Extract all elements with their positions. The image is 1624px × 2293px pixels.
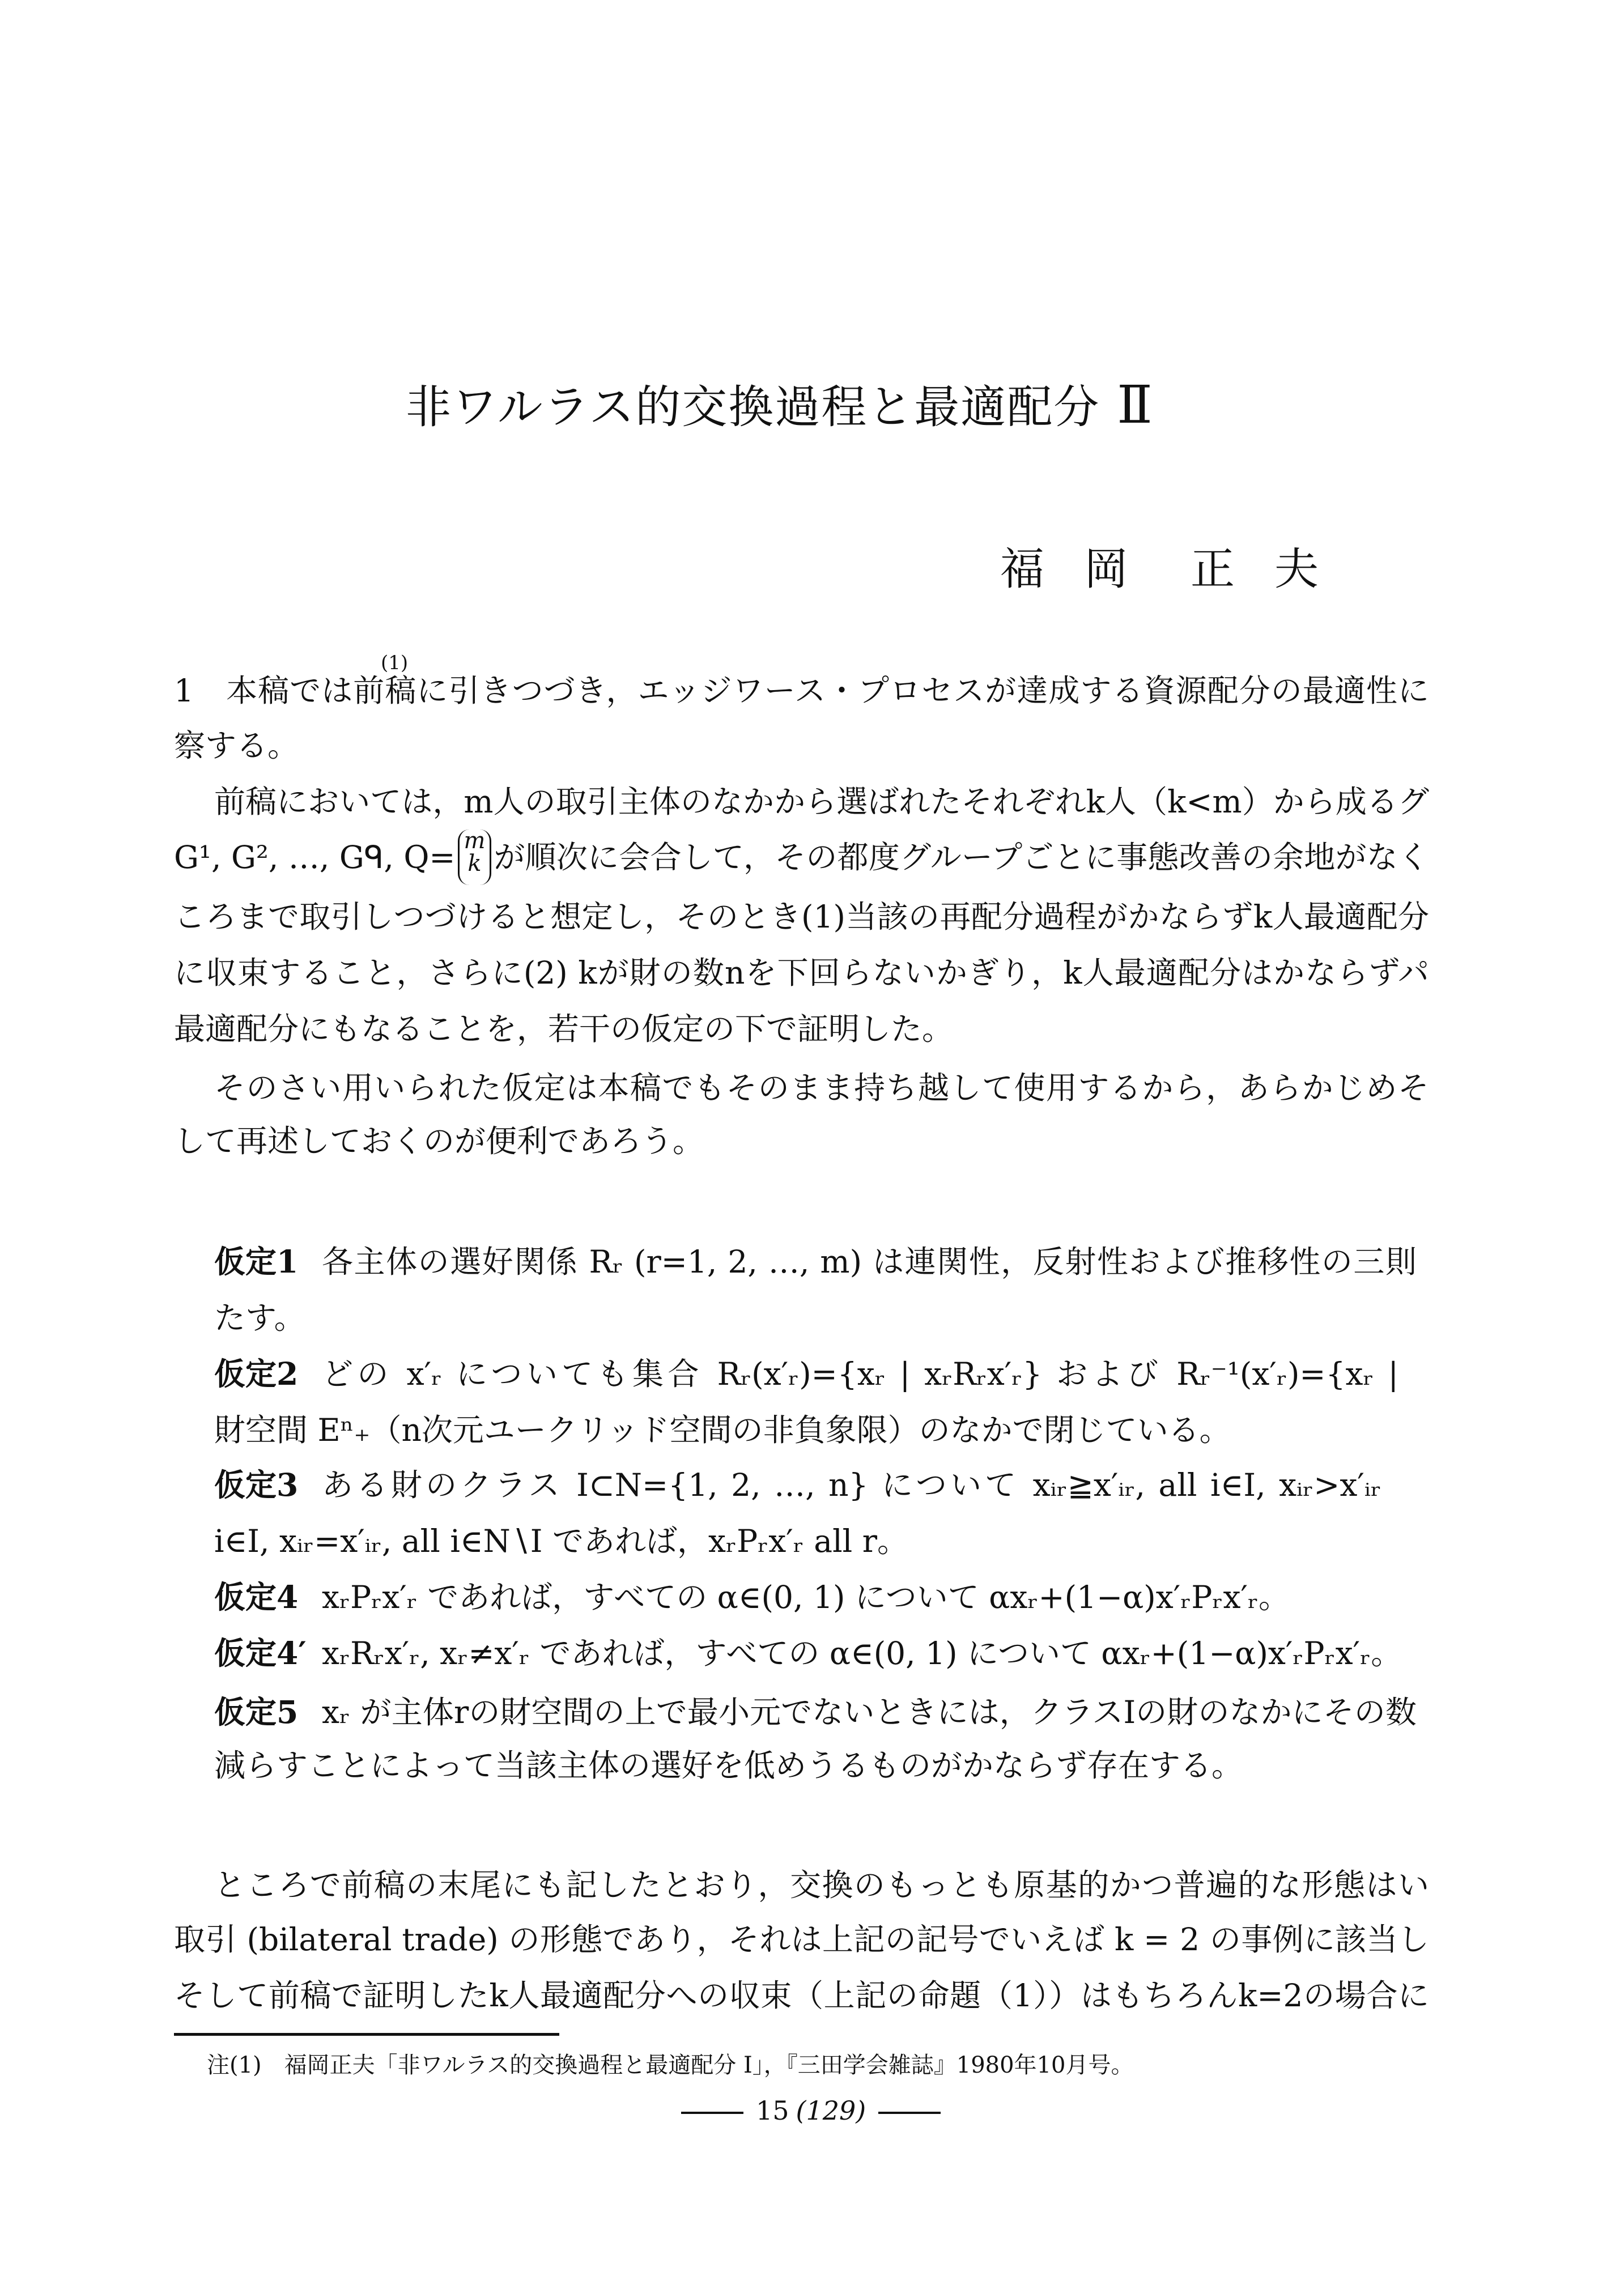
assumption-line: xᵣPᵣx′ᵣ であれば，すべての α∈(0, 1) について αxᵣ+(1−α)x′ᵣPᵣx′ᵣ。 — [322, 1579, 1290, 1615]
dash-right — [878, 2112, 941, 2114]
body-line: そのさい用いられた仮定は本稿でもそのまま持ち越して使用するから，あらかじめそ — [214, 1070, 1429, 1106]
body-line: そして前稿で証明したk人最適配分への収束（上記の命題（1））はもちろんk=2の場合に — [174, 1977, 1429, 2014]
body-line: 察する。 — [174, 728, 299, 764]
page-number-total: (129) — [796, 2095, 866, 2126]
assumption-line: xᵣRᵣx′ᵣ, xᵣ≠x′ᵣ であれば，すべての α∈(0, 1) について αxᵣ+(1−α)x′ᵣPᵣx′ᵣ。 — [322, 1635, 1402, 1671]
page-number — [669, 2091, 953, 2130]
dash-left — [681, 2112, 743, 2114]
body-line: 前稿においては，m人の取引主体のなかから選ばれたそれぞれk人（k<m）から成るグ — [214, 784, 1429, 820]
assumption-label: 仮定3 — [214, 1466, 299, 1503]
assumption-line: たす。 — [214, 1300, 305, 1336]
assumption-line: 減らすことによって当該主体の選好を低めうるものがかならず存在する。 — [214, 1747, 1243, 1784]
body-line: して再述しておくのが便利であろう。 — [174, 1123, 704, 1159]
title-numeral: Ⅱ — [1117, 375, 1154, 435]
footnote-rule — [174, 2033, 559, 2036]
body-line: に収束すること，さらに(2) kが財の数nを下回らないかぎり，k人最適配分はかならずパ — [174, 955, 1429, 991]
body-line: ころまで取引しつづけると想定し，そのとき(1)当該の再配分過程がかならずk人最適配分 — [174, 899, 1429, 935]
page-number-value: 15 — [756, 2095, 789, 2126]
assumption-label: 仮定1 — [214, 1243, 299, 1280]
body-line: 取引 (bilateral trade) の形態であり，それは上記の記号でいえば k = 2 の事例に該当し — [174, 1921, 1429, 1958]
author-given: 正夫 — [1191, 544, 1359, 595]
assumption-label: 仮定4′ — [214, 1635, 307, 1671]
footnote-marker: (1) — [381, 652, 409, 674]
paper-title — [406, 374, 1216, 439]
footnote: 注(1) 福岡正夫「非ワルラス的交換過程と最適配分 I」，『三田学会雑誌』1980年10月号。 — [207, 2052, 1134, 2078]
binomial-coefficient — [458, 829, 492, 885]
author-family: 福岡 — [1000, 544, 1168, 595]
title-text: 非ワルラス的交換過程と最適配分 — [406, 381, 1100, 433]
author-name — [1000, 538, 1358, 601]
assumption-line: 財空間 Eⁿ₊（n次元ユークリッド空間の非負象限）のなかで閉じている。 — [214, 1412, 1231, 1448]
assumption-line: i∈I, xᵢᵣ=x′ᵢᵣ, all i∈N∖I であれば，xᵣPᵣx′ᵣ all r。 — [214, 1523, 909, 1559]
group-list: G¹, G², …, Gᑫ, Q= — [174, 839, 456, 875]
binom-top: m — [464, 828, 486, 854]
assumption-label: 仮定5 — [214, 1694, 299, 1730]
assumption-label: 仮定2 — [214, 1355, 299, 1392]
assumption-line: 各主体の選好関係 Rᵣ (r=1, 2, …, m) は連関性，反射性および推移性の三則 — [322, 1244, 1417, 1280]
binom-bottom: k — [467, 850, 482, 877]
body-line-binomial — [174, 829, 1429, 885]
assumption-line: どの x′ᵣ についても集合 Rᵣ(x′ᵣ)={xᵣ | xᵣRᵣx′ᵣ} および Rᵣ⁻¹(x′ᵣ)={xᵣ | — [322, 1356, 1398, 1392]
assumption-line: ある財のクラス I⊂N={1, 2, …, n} について xᵢᵣ≧x′ᵢᵣ, all i∈I, xᵢᵣ>x′ᵢᵣ — [322, 1467, 1381, 1503]
assumption-line: xᵣ が主体rの財空間の上で最小元でないときには，クラスIの財のなかにその数 — [322, 1694, 1417, 1730]
body-line: 1 本稿では前稿に引きつづき，エッジワース・プロセスが達成する資源配分の最適性に — [174, 673, 1429, 709]
body-line: ところで前稿の末尾にも記したとおり，交換のもっとも原基的かつ普遍的な形態はい — [214, 1867, 1429, 1903]
body-line: 最適配分にもなることを，若干の仮定の下で証明した。 — [174, 1011, 954, 1047]
body-text: が順次に会合して，その都度グループごとに事態改善の余地がなく — [494, 839, 1429, 875]
assumption-label: 仮定4 — [214, 1579, 299, 1615]
